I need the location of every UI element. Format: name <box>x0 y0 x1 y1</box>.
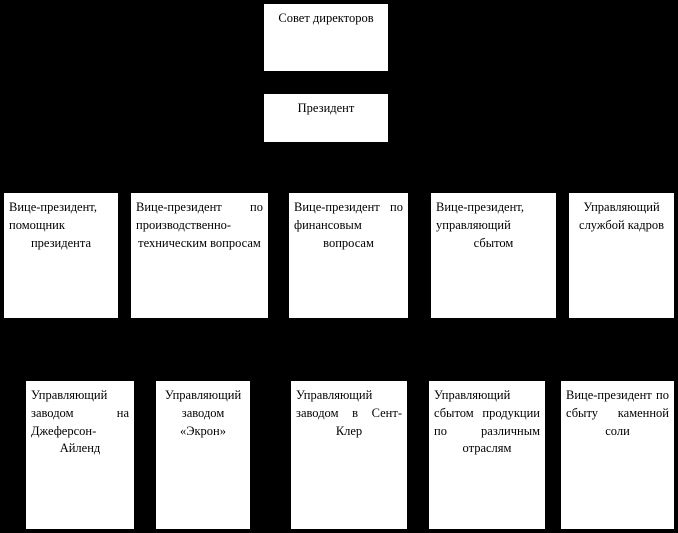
node-vp-assistant[interactable] <box>3 192 119 319</box>
node-label: Вице-президент по производственно-техническим вопросам <box>136 200 263 250</box>
connector-bus-vp-finance <box>348 170 349 192</box>
node-label: Управляющий заводом «Экрон» <box>164 388 242 438</box>
node-hr-head[interactable] <box>568 192 675 319</box>
node-label: Вице-президент, помощник президента <box>9 200 97 250</box>
node-label: Совет директоров <box>278 11 374 25</box>
node-label: Вице-президент по финансовым вопросам <box>294 200 403 250</box>
node-label: Управляющий заводом в Сент-Клер <box>296 388 402 438</box>
connector-president-stem <box>326 143 327 171</box>
node-label: Вице-президент по сбыту каменной соли <box>566 388 669 438</box>
node-plant-ekron[interactable] <box>155 380 251 530</box>
connector-bus-vp-assistant <box>61 170 62 192</box>
connector-bus-vp-production <box>199 170 200 192</box>
node-label: Управляющий сбытом продукции по различным отраслям <box>434 388 540 456</box>
node-sales-industries[interactable] <box>428 380 546 530</box>
connector-level3-bus <box>61 170 623 171</box>
node-plant-jefferson[interactable] <box>25 380 135 530</box>
node-vp-sales[interactable] <box>430 192 557 319</box>
node-president[interactable] <box>263 93 389 143</box>
node-label: Вице-президент, управляющий сбытом <box>436 200 524 250</box>
connector-board-president <box>326 72 327 91</box>
node-vp-production[interactable] <box>130 192 269 319</box>
node-label: Президент <box>297 101 355 115</box>
node-board-of-directors[interactable] <box>263 3 389 72</box>
node-vp-finance[interactable] <box>288 192 409 319</box>
node-vp-rock-salt[interactable] <box>560 380 675 530</box>
node-label: Управляющий заводом на Джеферсон-Айленд <box>31 388 129 456</box>
node-plant-saint-clair[interactable] <box>290 380 408 530</box>
connector-bus-hr-head <box>622 170 623 192</box>
connector-bus-vp-sales <box>493 170 494 192</box>
node-label: Управляющий службой кадров <box>579 200 664 232</box>
